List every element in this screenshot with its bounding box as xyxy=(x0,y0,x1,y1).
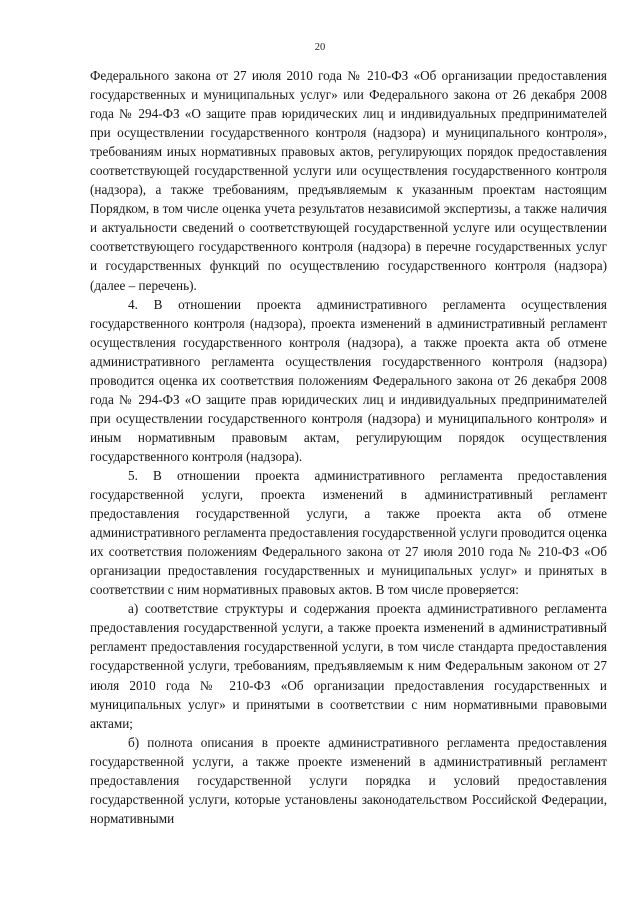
paragraph-subitem-a: а) соответствие структуры и содержания проекта административного регламента предоставления государственной услуги, а также проекта изменений в административный регламент предоставления государственной услуги, в том числе стандарта предоставления государственной услуги, требованиям, предъявляемым к ним Федеральным законом от 27 июля 2010 года № 210-ФЗ «Об организации предоставления государственных и муниципальных услуг» и принятыми в соответствии с ним нормативными правовыми актами; xyxy=(90,601,607,731)
paragraph-item-5: 5. В отношении проекта административного регламента предоставления государственной услуги, проекта изменений в административный регламент предоставления государственной услуги, а также проекта акта об отмене административного регламента предоставления государственной услуги проводится оценка их соответствия положениям Федерального закона от 27 июля 2010 года № 210-ФЗ «Об организации предоставления государственных и муниципальных услуг» и принятых в соответствии с ним нормативных правовых актов. В том числе проверяется: xyxy=(90,467,607,598)
paragraph-continuation: Федерального закона от 27 июля 2010 года № 210-ФЗ «Об организации предоставления государственных и муниципальных услуг» или Федерального закона от 26 декабря 2008 года № 294-ФЗ «О защите прав юридических лиц и индивидуальных предпринимателей при осуществлении государственного контроля (надзора) и муниципального контроля», требованиям иных нормативных правовых актов, регулирующих порядок предоставления соответствующей государственной услуги или осуществления государственного контроля (надзора), а также требованиям, предъявляемым к указанным проектам настоящим Порядком, в том числе оценка учета результатов независимой экспертизы, а также наличия и актуальности сведений о соответствующей государственной услуге или осуществлении соответствующего государственного контроля (надзора) в перечне государственных услуг и государственных функций по осуществлению государственного контроля (надзора) (далее – перечень). xyxy=(90,68,607,293)
paragraph-item-4: 4. В отношении проекта административного регламента осуществления государственного контроля (надзора), проекта изменений в административный регламент осуществления государственного контроля (надзора), а также проекта акта об отмене административного регламента осуществления государственного контроля (надзора) проводится оценка их соответствия положениям Федерального закона от 26 декабря 2008 года № 294-ФЗ «О защите прав юридических лиц и индивидуальных предпринимателей при осуществлении государственного контроля (надзора) и муниципального контроля» и иным нормативным правовым актам, регулирующим порядок осуществления государственного контроля (надзора). xyxy=(90,296,607,464)
paragraph-subitem-b: б) полнота описания в проекте административного регламента предоставления государственной услуги, а также проекте изменений в административный регламент предоставления государственной услуги порядка и условий предоставления государственной услуги, которые установлены законодательством Российской Федерации, нормативными xyxy=(90,734,607,826)
page-number: 20 xyxy=(314,42,326,53)
document-body xyxy=(90,66,607,828)
